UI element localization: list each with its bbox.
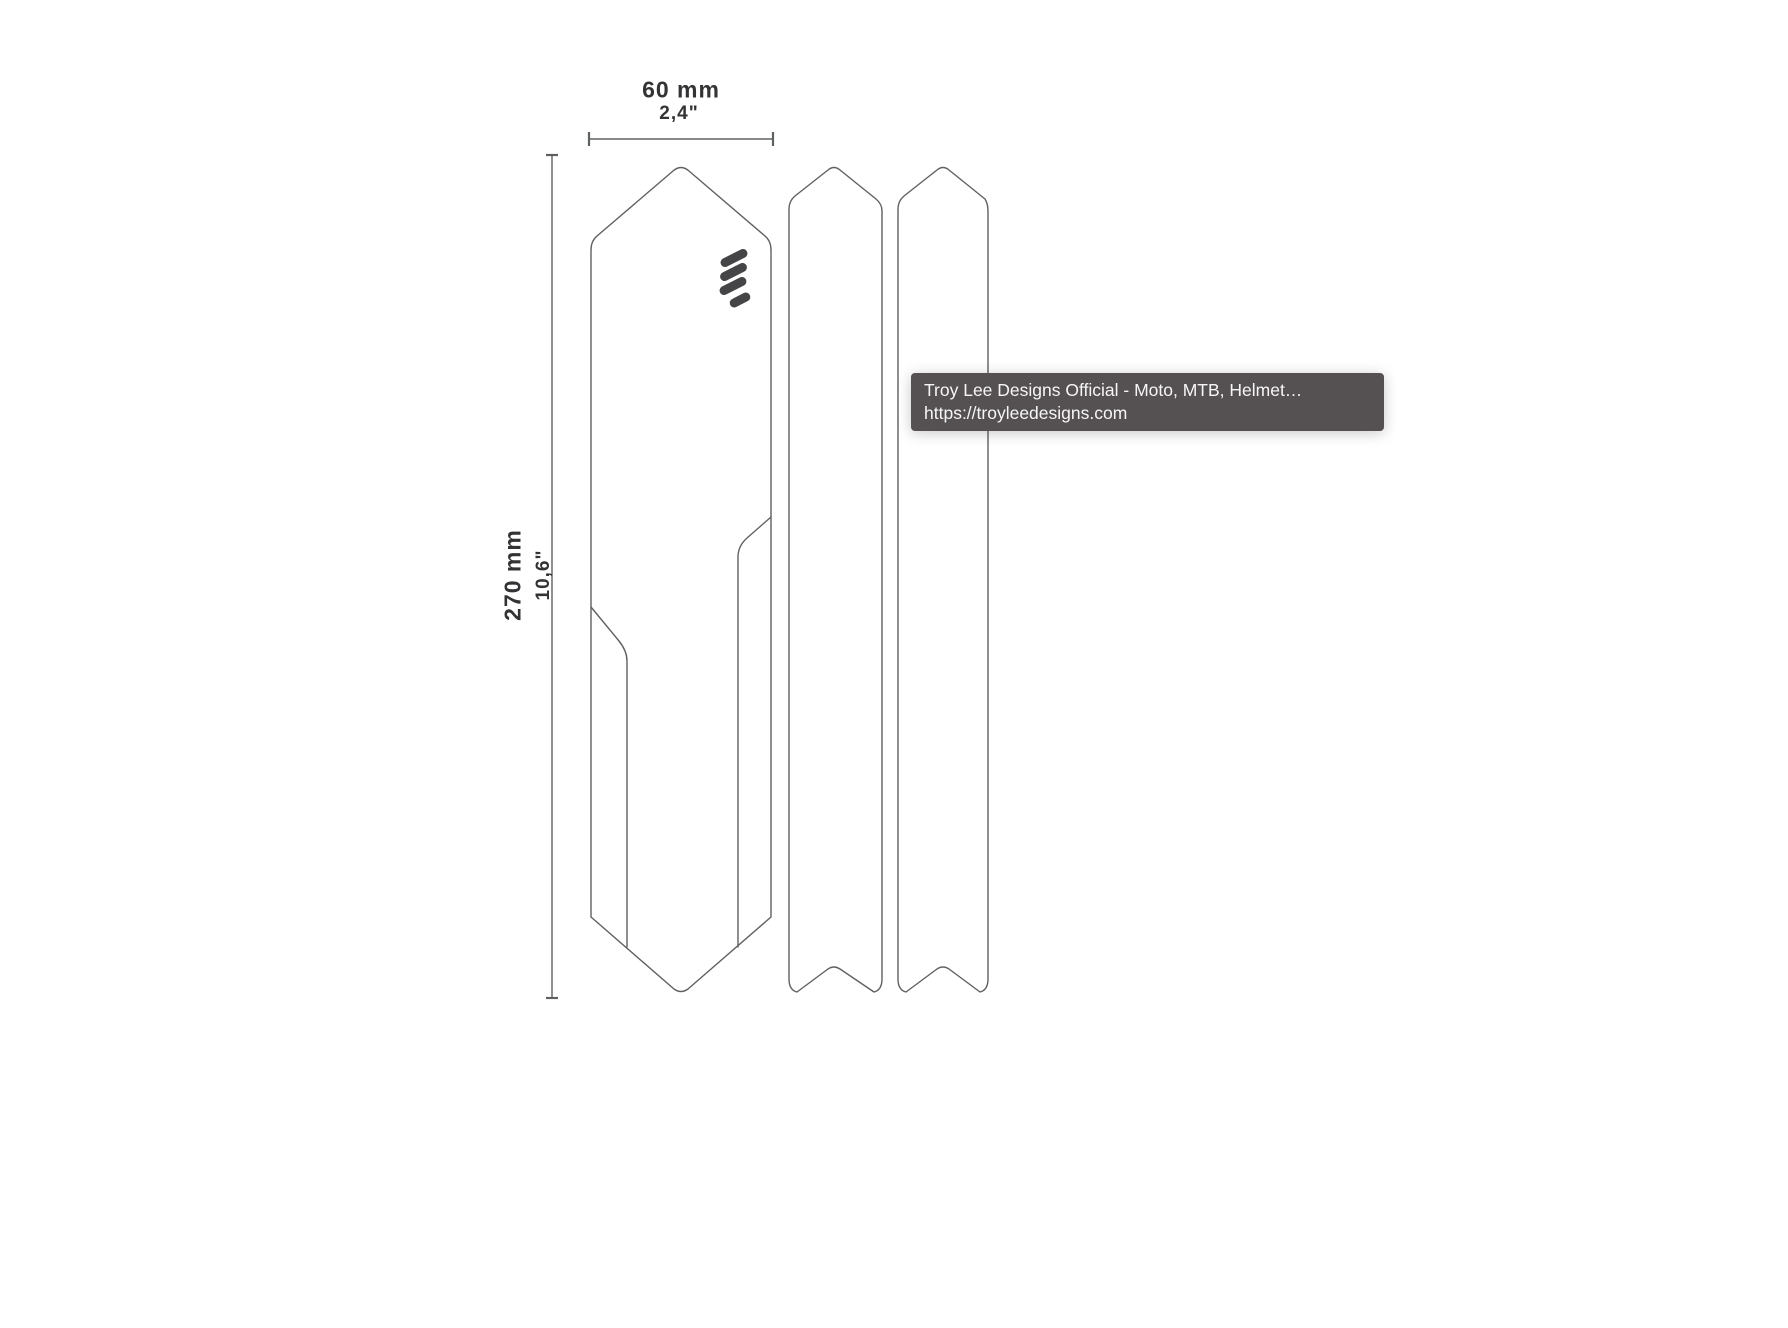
main-guard-inner-line-right xyxy=(738,517,771,947)
width-dimension-inch-label: 2,4" xyxy=(659,103,699,124)
stay-strip-right-outline xyxy=(898,168,988,993)
main-guard-inner-line-left xyxy=(591,607,627,947)
stay-strip-left-outline xyxy=(789,168,882,993)
main-frame-guard-outline xyxy=(591,168,771,992)
width-dimension-mm-label: 60 mm xyxy=(642,76,720,103)
width-dimension-line xyxy=(589,132,773,146)
brand-logo-icon xyxy=(718,247,752,309)
height-dimension-inch-label: 10,6" xyxy=(533,549,554,601)
height-dimension-mm-label: 270 mm xyxy=(499,529,526,621)
tooltip-title: Troy Lee Designs Official - Moto, MTB, Helmet… xyxy=(924,380,1303,400)
main-frame-guard-shape xyxy=(591,168,771,992)
tooltip-url: https://troyleedesigns.com xyxy=(924,403,1128,423)
link-preview-tooltip xyxy=(911,373,1384,431)
